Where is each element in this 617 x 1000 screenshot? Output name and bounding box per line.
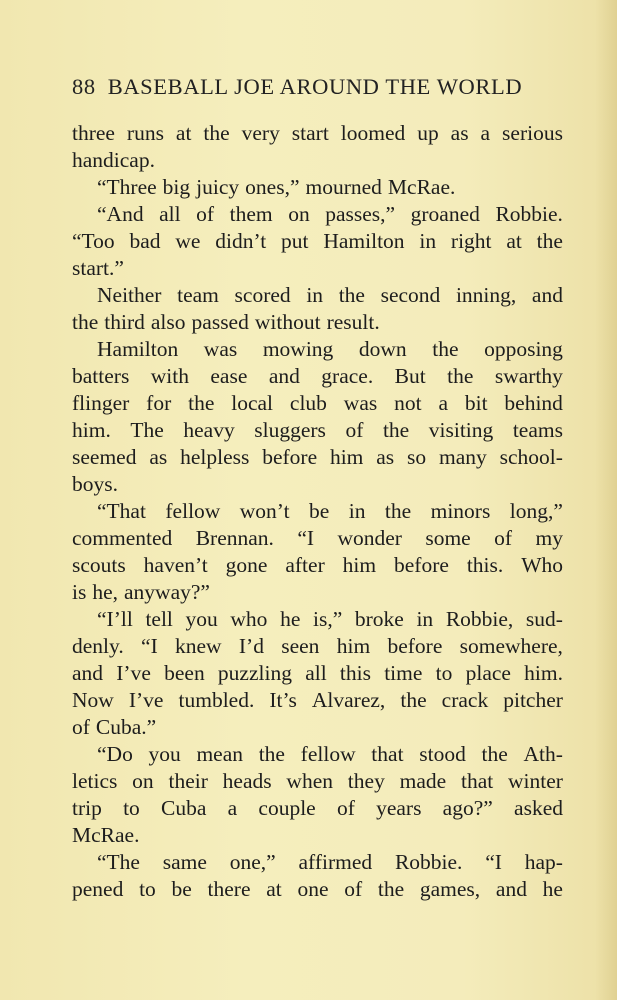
page-body-text [72, 120, 563, 903]
word: he, [92, 580, 119, 604]
word: the [188, 391, 215, 415]
paragraph [72, 201, 563, 282]
word: all [305, 661, 327, 685]
word: stood [419, 742, 466, 766]
word: there [207, 877, 251, 901]
word: so [407, 445, 427, 469]
word: they [347, 769, 385, 793]
word: letics [72, 769, 118, 793]
word: passes,” [325, 202, 396, 226]
text-line [72, 417, 563, 444]
word: the [432, 337, 459, 361]
word: mourned [305, 175, 382, 199]
word: we [175, 229, 201, 253]
word: I’ve [128, 688, 164, 712]
word: scouts [72, 553, 126, 577]
word: the [481, 742, 508, 766]
word: before [262, 445, 318, 469]
word: at [506, 229, 522, 253]
word: you [185, 607, 218, 631]
word: place [465, 661, 511, 685]
paragraph [72, 498, 563, 606]
word: Robbie. [394, 850, 463, 874]
word: the [447, 364, 474, 388]
word: “That [97, 499, 146, 523]
word: trip [72, 796, 102, 820]
word: club [289, 391, 327, 415]
word: when [286, 769, 333, 793]
word: time [384, 661, 423, 685]
text-line [72, 444, 563, 471]
word: of [344, 877, 363, 901]
text-line [72, 363, 563, 390]
word: for [146, 391, 172, 415]
word: that [371, 742, 404, 766]
word: won’t [239, 499, 290, 523]
word: the [338, 283, 365, 307]
word: as [149, 445, 168, 469]
text-line [72, 498, 563, 525]
word: I’ve [116, 661, 151, 685]
word: also [150, 310, 186, 334]
text-line [72, 201, 563, 228]
word: Ath- [523, 742, 563, 766]
word: “The [97, 850, 140, 874]
word: affirmed [298, 850, 373, 874]
word: and [531, 283, 563, 307]
word: the [258, 742, 285, 766]
word: three [72, 121, 115, 145]
word: after [285, 553, 325, 577]
text-line [72, 120, 563, 147]
page-edge-shadow [595, 0, 617, 1000]
paragraph [72, 120, 563, 174]
text-line [72, 822, 563, 849]
word: of [494, 526, 513, 550]
word: start.” [72, 256, 124, 280]
word: broke [354, 607, 404, 631]
word: one,” [229, 850, 276, 874]
word: result. [326, 310, 380, 334]
word: didn’t [215, 229, 267, 253]
word: Hamilton [323, 229, 405, 253]
word: the [400, 688, 427, 712]
word: Brennan. [195, 526, 274, 550]
word: at [266, 877, 282, 901]
word: in [348, 499, 366, 523]
word: It’s [269, 688, 297, 712]
word: local [231, 391, 274, 415]
paragraph [72, 282, 563, 336]
word: fellow [165, 499, 221, 523]
word: McRae. [72, 823, 140, 847]
text-line [72, 741, 563, 768]
word: a [227, 796, 238, 820]
word: is [72, 580, 87, 604]
word: in [416, 607, 434, 631]
text-line [72, 633, 563, 660]
word: “Three [97, 175, 157, 199]
word: “Too [72, 229, 115, 253]
word: up [417, 121, 439, 145]
word: mean [196, 742, 244, 766]
word: him [342, 553, 377, 577]
word: wonder [337, 526, 402, 550]
word: this. [466, 553, 504, 577]
word: inning, [455, 283, 517, 307]
word: of [72, 715, 90, 739]
word: at [175, 121, 192, 145]
word: the [384, 499, 412, 523]
text-line [72, 228, 563, 255]
word: “I [297, 526, 315, 550]
word: tumbled. [178, 688, 255, 712]
word: that [460, 769, 494, 793]
word: sud- [525, 607, 563, 631]
word: school- [499, 445, 563, 469]
word: Cuba [161, 796, 207, 820]
word: as [376, 445, 395, 469]
word: ago?” [442, 796, 493, 820]
word: heads [222, 769, 272, 793]
word: before [394, 553, 449, 577]
word: teams [512, 418, 563, 442]
word: ease [210, 364, 248, 388]
word: right [450, 229, 492, 253]
word: big [162, 175, 191, 199]
word: bit [464, 391, 488, 415]
word: in [419, 229, 437, 253]
word: he [542, 877, 563, 901]
word: seemed [72, 445, 137, 469]
word: some [425, 526, 471, 550]
word: him. [524, 661, 563, 685]
page-number: 88 [72, 74, 96, 99]
text-line [72, 768, 563, 795]
word: Who [521, 553, 563, 577]
word: anyway?” [124, 580, 210, 604]
word: the [203, 121, 230, 145]
word: Hamilton [97, 337, 179, 361]
word: he [280, 607, 301, 631]
text-line [72, 687, 563, 714]
word: grace. [321, 364, 374, 388]
word: The [130, 418, 164, 442]
word: second [380, 283, 441, 307]
word: all [159, 202, 181, 226]
word: fellow [300, 742, 356, 766]
paragraph [72, 849, 563, 903]
word: of [336, 796, 355, 820]
text-line [72, 336, 563, 363]
word: But [394, 364, 426, 388]
word: put [281, 229, 309, 253]
text-line [72, 255, 563, 282]
word: very [241, 121, 280, 145]
word: swarthy [494, 364, 563, 388]
word: handicap. [72, 148, 155, 172]
text-line [72, 147, 563, 174]
word: him [336, 634, 371, 658]
word: tell [145, 607, 173, 631]
word: commented [72, 526, 173, 550]
word: years [376, 796, 422, 820]
word: Neither [97, 283, 162, 307]
word: him [329, 445, 364, 469]
word: be [171, 877, 192, 901]
text-line [72, 876, 563, 903]
word: Now [72, 688, 114, 712]
word: juicy [196, 175, 240, 199]
word: batters [72, 364, 130, 388]
text-line [72, 714, 563, 741]
word: of [196, 202, 215, 226]
word: team [177, 283, 219, 307]
word: with [150, 364, 189, 388]
word: “I’ll [97, 607, 133, 631]
word: McRae. [387, 175, 456, 199]
word: heavy [183, 418, 235, 442]
word: the [72, 310, 99, 334]
word: scored [234, 283, 291, 307]
text-line [72, 309, 563, 336]
word: start [291, 121, 329, 145]
text-line [72, 606, 563, 633]
word: sluggers [254, 418, 326, 442]
word: haven’t [143, 553, 208, 577]
text-line [72, 390, 563, 417]
word: not [394, 391, 422, 415]
word: hap- [524, 850, 563, 874]
word: this [339, 661, 371, 685]
word: same [162, 850, 207, 874]
text-line [72, 579, 563, 606]
running-header [72, 74, 547, 100]
word: behind [504, 391, 563, 415]
word: helpless [180, 445, 250, 469]
word: opposing [484, 337, 563, 361]
word: Robbie. [495, 202, 563, 226]
text-line [72, 660, 563, 687]
word: pened [72, 877, 124, 901]
word: “I [485, 850, 502, 874]
word: them [229, 202, 273, 226]
word: one [297, 877, 329, 901]
word: gone [225, 553, 268, 577]
paragraph [72, 336, 563, 498]
word: the [382, 418, 410, 442]
word: a [438, 391, 448, 415]
word: who [230, 607, 268, 631]
word: serious [502, 121, 563, 145]
word: of [345, 418, 364, 442]
word: bad [129, 229, 161, 253]
word: you [148, 742, 181, 766]
word: pitcher [503, 688, 563, 712]
word: down [358, 337, 407, 361]
word: the [536, 229, 563, 253]
paragraph [72, 174, 563, 201]
text-line [72, 849, 563, 876]
word: as [450, 121, 469, 145]
paragraph [72, 741, 563, 849]
paragraph [72, 606, 563, 741]
word: groaned [410, 202, 480, 226]
word: on [132, 769, 154, 793]
word: and [268, 364, 300, 388]
word: denly. [72, 634, 124, 658]
word: asked [514, 796, 563, 820]
word: games, [419, 877, 481, 901]
word: him. [72, 418, 111, 442]
word: ones,” [245, 175, 300, 199]
word: and [72, 661, 104, 685]
word: Robbie, [445, 607, 514, 631]
word: their [168, 769, 208, 793]
text-line [72, 174, 563, 201]
running-title: BASEBALL JOE AROUND THE WORLD [107, 74, 523, 99]
word: knew [175, 634, 222, 658]
word: loomed [340, 121, 406, 145]
word: boys. [72, 472, 118, 496]
word: before [387, 634, 443, 658]
word: visiting [428, 418, 494, 442]
word: to [123, 796, 140, 820]
word: mowing [262, 337, 334, 361]
word: is,” [312, 607, 343, 631]
text-line [72, 282, 563, 309]
word: somewhere, [459, 634, 563, 658]
word: in [306, 283, 324, 307]
word: be [308, 499, 330, 523]
word: long,” [509, 499, 563, 523]
word: to [435, 661, 453, 685]
word: minors [430, 499, 491, 523]
word: I’d [238, 634, 264, 658]
text-line [72, 552, 563, 579]
word: crack [441, 688, 489, 712]
word: passed [191, 310, 249, 334]
word: without [254, 310, 321, 334]
word: Cuba.” [95, 715, 157, 739]
word: been [164, 661, 205, 685]
word: runs [126, 121, 164, 145]
word: seen [281, 634, 320, 658]
word: on [288, 202, 310, 226]
word: made [399, 769, 447, 793]
word: the [377, 877, 405, 901]
word: puzzling [217, 661, 292, 685]
text-line [72, 471, 563, 498]
word: Alvarez, [311, 688, 386, 712]
word: my [535, 526, 563, 550]
word: couple [258, 796, 316, 820]
word: many [438, 445, 487, 469]
word: to [139, 877, 156, 901]
word: “I [141, 634, 158, 658]
word: a [480, 121, 491, 145]
word: “Do [97, 742, 133, 766]
word: third [104, 310, 145, 334]
text-line [72, 525, 563, 552]
word: “And [97, 202, 144, 226]
word: winter [508, 769, 563, 793]
word: flinger [72, 391, 130, 415]
word: was [203, 337, 238, 361]
text-line [72, 795, 563, 822]
word: and [495, 877, 527, 901]
word: was [343, 391, 378, 415]
